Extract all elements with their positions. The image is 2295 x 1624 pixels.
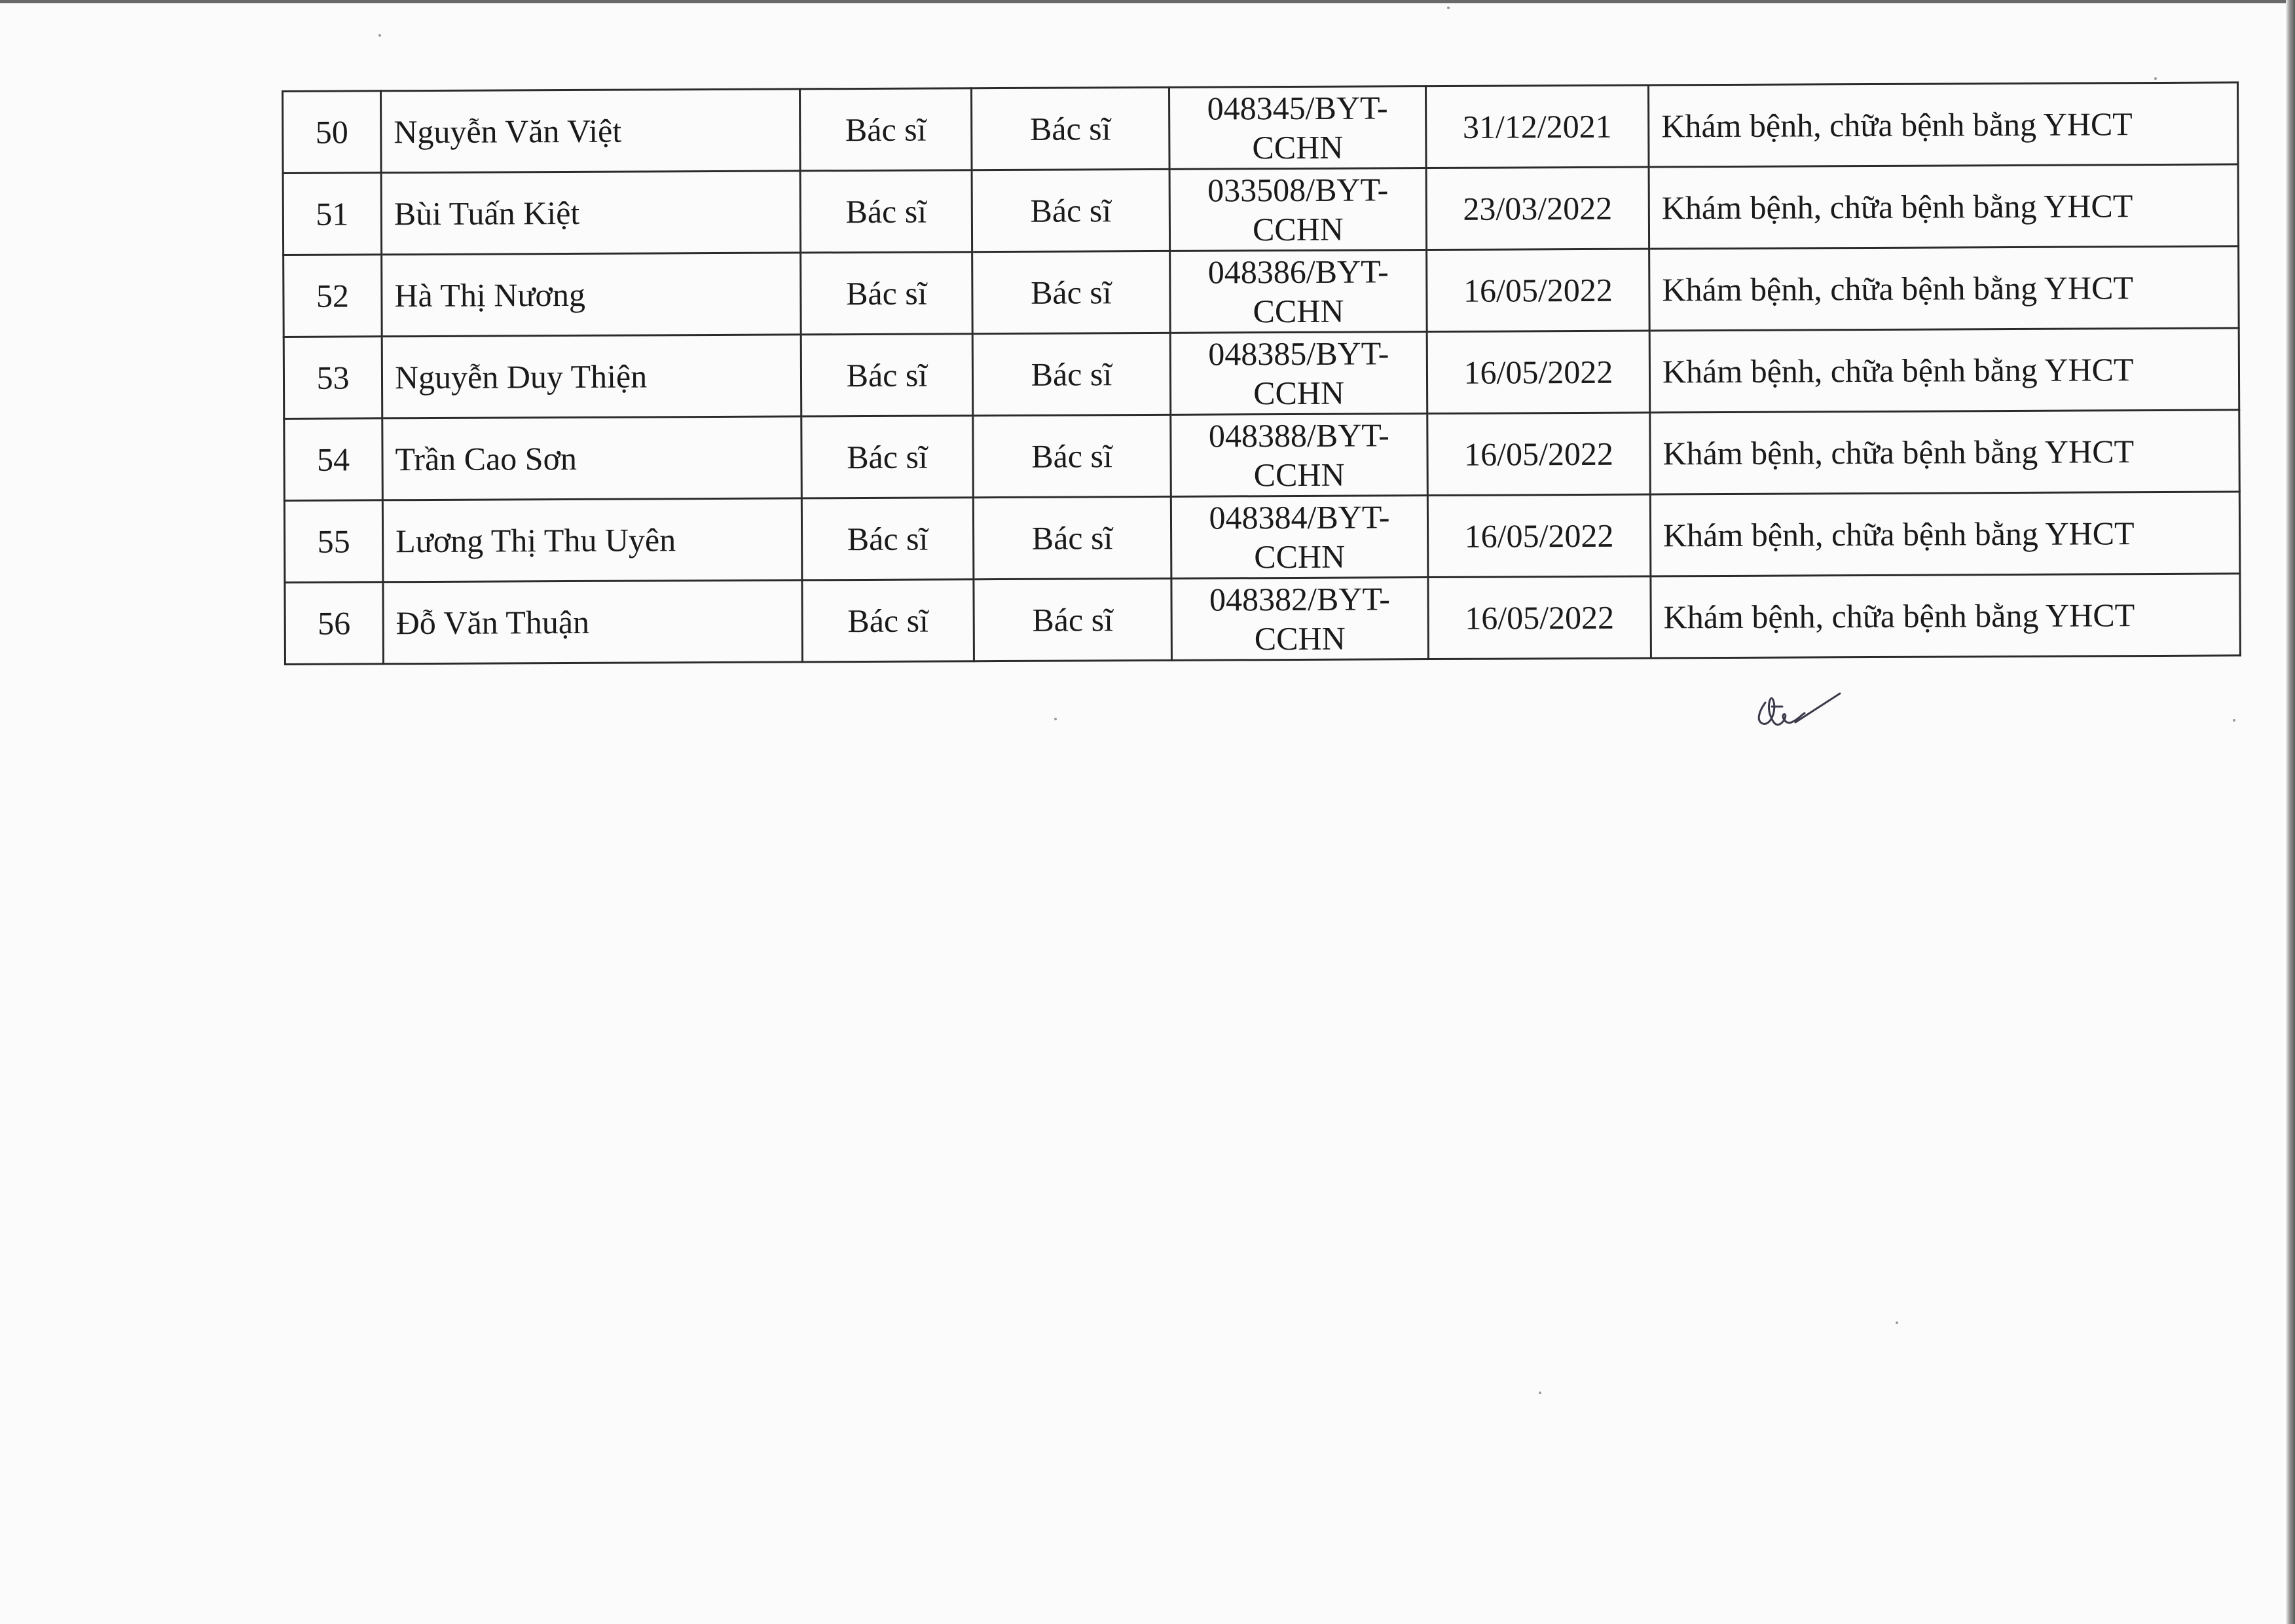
row-number: 50 [283,91,382,174]
table-row [284,492,2240,583]
handwritten-initials-icon [1748,684,1853,747]
scan-speck [2233,719,2235,722]
practice-scope: Khám bệnh, chữa bệnh bằng YHCT [1648,83,2238,167]
practice-scope: Khám bệnh, chữa bệnh bằng YHCT [1650,492,2240,576]
staff-name: Hà Thị Nương [382,253,801,337]
position: Bác sĩ [972,333,1171,415]
issue-date: 16/05/2022 [1427,413,1651,496]
table-row [284,410,2240,501]
table-row [284,328,2239,419]
staff-name: Bùi Tuấn Kiệt [381,171,801,255]
position: Bác sĩ [972,169,1170,251]
row-number: 51 [283,173,382,255]
scan-speck [1447,7,1450,9]
staff-name: Nguyễn Duy Thiện [382,335,801,418]
staff-name: Lương Thị Thu Uyên [382,498,802,582]
table-row [285,574,2241,665]
staff-name: Nguyễn Văn Việt [381,89,801,173]
staff-table [282,81,2241,665]
table-row [284,246,2239,337]
staff-name: Trần Cao Sơn [382,416,802,500]
degree: Bác sĩ [801,334,973,416]
row-number: 55 [284,500,383,583]
practice-scope: Khám bệnh, chữa bệnh bằng YHCT [1649,328,2239,413]
issue-date: 16/05/2022 [1428,576,1651,659]
row-number: 54 [284,418,383,501]
practice-scope: Khám bệnh, chữa bệnh bằng YHCT [1651,574,2241,658]
scan-top-edge [0,0,2295,3]
position: Bác sĩ [971,87,1169,170]
practice-scope: Khám bệnh, chữa bệnh bằng YHCT [1649,164,2239,249]
degree: Bác sĩ [799,88,972,171]
degree: Bác sĩ [801,252,973,335]
certificate-number: 048384/BYT-CCHN [1171,496,1428,579]
degree: Bác sĩ [801,498,974,580]
issue-date: 23/03/2022 [1426,167,1649,250]
row-number: 52 [284,255,382,337]
certificate-number: 033508/BYT-CCHN [1169,168,1427,251]
scan-speck [378,34,381,37]
staff-name: Đỗ Văn Thuận [383,580,803,664]
degree: Bác sĩ [800,170,972,253]
position: Bác sĩ [973,415,1171,497]
row-number: 56 [285,582,384,665]
scan-right-edge [2286,0,2295,1624]
certificate-number: 048345/BYT-CCHN [1169,86,1426,170]
position: Bác sĩ [972,251,1171,333]
certificate-number: 048386/BYT-CCHN [1170,250,1427,333]
scan-speck [2154,77,2157,80]
scan-speck [1054,718,1057,720]
certificate-number: 048385/BYT-CCHN [1170,332,1427,415]
issue-date: 16/05/2022 [1427,331,1650,414]
position: Bác sĩ [973,496,1171,579]
degree: Bác sĩ [801,416,974,498]
table-row [283,83,2239,174]
position: Bác sĩ [974,578,1172,661]
issue-date: 31/12/2021 [1425,85,1649,168]
certificate-number: 048382/BYT-CCHN [1171,578,1429,661]
staff-table-container [282,81,2241,665]
issue-date: 16/05/2022 [1427,249,1650,332]
scan-speck [1896,1321,1898,1324]
issue-date: 16/05/2022 [1427,494,1651,578]
practice-scope: Khám bệnh, chữa bệnh bằng YHCT [1650,410,2240,494]
certificate-number: 048388/BYT-CCHN [1171,414,1428,497]
table-row [283,164,2239,255]
practice-scope: Khám bệnh, chữa bệnh bằng YHCT [1649,246,2239,331]
scan-speck [1539,1392,1541,1394]
row-number: 53 [284,337,382,419]
degree: Bác sĩ [802,580,974,662]
